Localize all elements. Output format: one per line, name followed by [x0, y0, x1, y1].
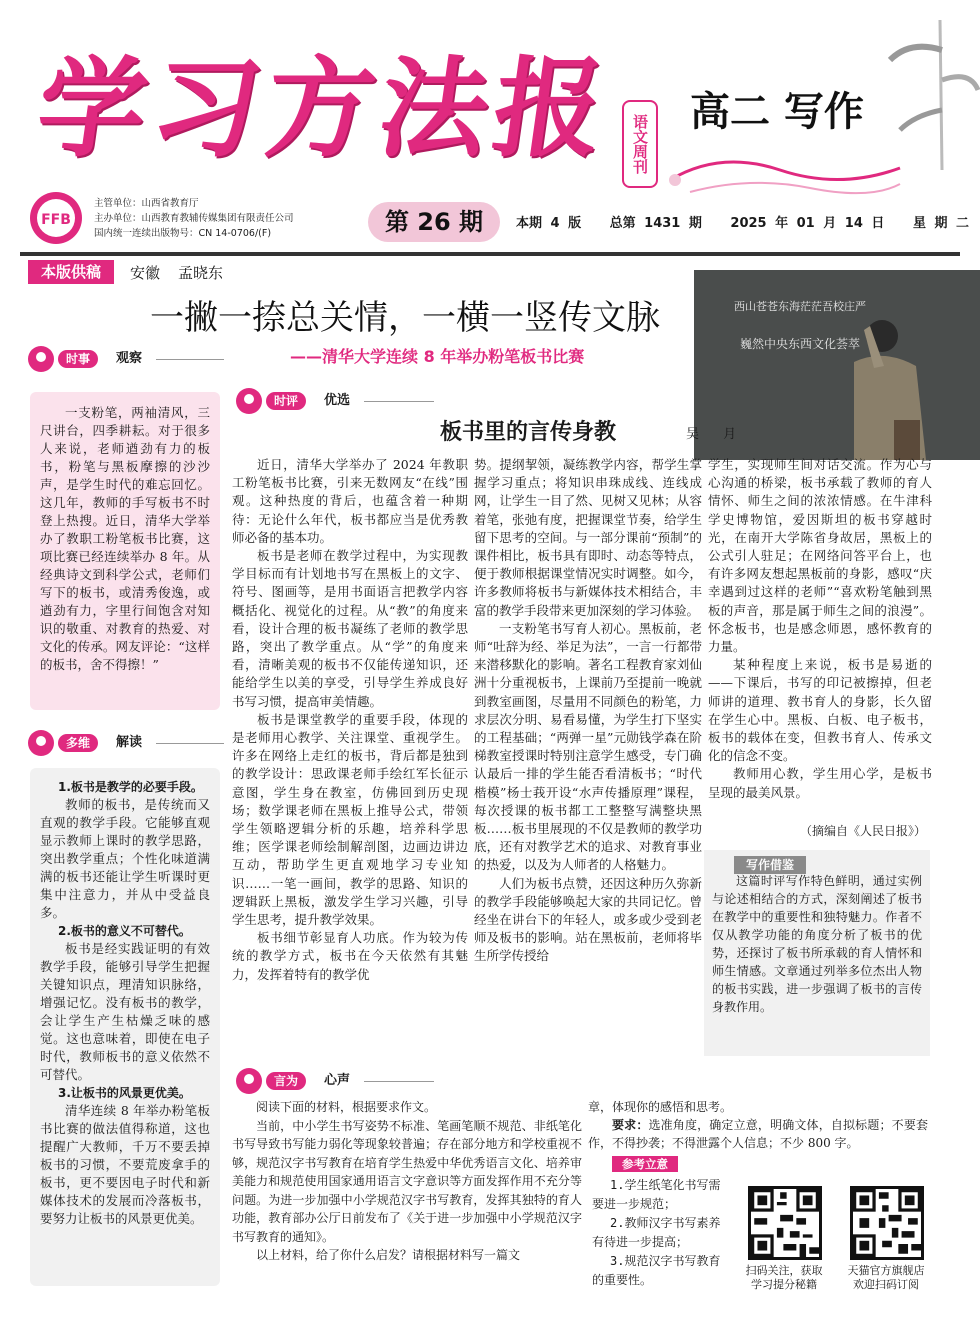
writing-prompt-right — [588, 1098, 928, 1152]
multi-reading-box — [30, 768, 220, 1286]
edition-label: 高二 写作 — [690, 89, 864, 135]
contributor-tag: 本版供稿 — [28, 260, 114, 284]
publisher-info — [94, 196, 294, 241]
writing-tip-tag: 写作借鉴 — [734, 856, 806, 874]
publisher-line-3: 国内统一连续出版物号：CN 14-0706/(F) — [94, 228, 272, 239]
section-rule — [364, 1081, 434, 1082]
article-column-2 — [474, 456, 702, 1068]
prompt-continuation: 章，体现你的感悟和思考。 — [588, 1100, 733, 1114]
paragraph: 板书是老师在教学过程中，为实现教学目标而有计划地书写在黑板上的文字、符号、图画等，是用书面语言把教学内容概括化、视觉化的过程。从“教”的角度来看，设计合理的板书凝练了老师的教学思路，突出了教学重点。从“学”的角度来看，清晰美观的板书不仅能传递知识，还能给学生以美的享受，引导学生养成良好书写习惯，提高审美情趣。 — [232, 548, 468, 709]
main-subheadline: ——清华大学连续 8 年举办粉笔板书比赛 — [290, 347, 585, 366]
paragraph: 教师用心教，学生用心学，是板书呈现的最美风景。 — [708, 766, 932, 800]
issue-info — [516, 212, 980, 231]
paragraph: 板书细节彰显育人功底。作为较为传统的教学方式，板书在今天依然有其魅力，发挥着特有的教学优 — [232, 930, 468, 982]
article-title: 板书里的言传身教 — [440, 420, 617, 445]
scholar-icon — [28, 346, 54, 372]
issue-number-badge: 第 26 期 — [368, 202, 500, 242]
publisher-logo — [28, 190, 84, 246]
section-voice — [236, 1068, 436, 1094]
publisher-line-1: 主管单位：山西省教育厅 — [94, 198, 199, 209]
paragraph: 学生，实现师生间对话交流。作为心与心沟通的桥梁，板书承载了教师的育人情怀、师生之间的浓浓情感。在牛津科学史博物馆，爱因斯坦的板书穿越时光，在南开大学陈省身故居，黑板上的公式引人驻足；在网络问答平台上，也有许多网友想起黑板前的身影，感叹“庆幸遇到过这样的老师”“喜欢粉笔触到黑板的声音，那是属于师生之间的浪漫”。怀念板书，也是感念师恩，感怀教育的力量。 — [708, 457, 932, 655]
scholar-icon — [236, 1068, 262, 1094]
point-heading-1: 1.板书是教学的必要手段。 — [58, 780, 203, 794]
article-column-1 — [232, 456, 468, 1078]
writing-tip-box: 这篇时评写作特色鲜明，通过实例与论述相结合的方式，深刻阐述了板书在教学中的重要性和独特魅力。作者不仅从教学功能的角度分析了板书的优势，还探讨了板书所承载的育人情怀和师生情感。文章通过列举多位杰出人物的板书实践，进一步强调了板书的言传身教作用。 — [704, 850, 930, 1056]
article-author: 吴 月 — [686, 427, 747, 442]
main-headline: 一撇一捺总关情，一横一竖传文脉 — [150, 298, 660, 338]
issue-weekday: 星 期 二 — [912, 216, 969, 231]
qr-caption-store: 天猫官方旗舰店 欢迎扫码订阅 — [847, 1264, 925, 1291]
section-pill: 时评 — [266, 392, 306, 410]
board-text-1: 西山苍苍东海茫茫吾校庄严 — [734, 300, 866, 313]
issue-pages: 本期 4 版 — [516, 216, 582, 231]
reference-item: 3.规范汉字书写教育的重要性。 — [592, 1254, 721, 1287]
section-word: 观察 — [116, 351, 143, 366]
contributor-region: 安徽 — [130, 264, 161, 282]
reference-item: 2.教师汉字书写素养有待进一步提高； — [592, 1216, 721, 1249]
section-word: 优选 — [324, 393, 351, 408]
scholar-icon — [236, 388, 262, 414]
requirement-text: 选准角度，确定立意，明确文体，自拟标题；不要套作，不得抄袭；不得泄露个人信息；不少 800 字。 — [588, 1118, 928, 1150]
paragraph: 人们为板书点赞，还因这种历久弥新的教学手段能够唤起大家的共同记忆。曾经坐在讲台下的年轻人，或多或少受到老师及板书的影响。站在黑板前，老师将毕生所学传授给 — [474, 875, 702, 964]
paragraph: 板书是课堂教学的重要手段，体现的是老师用心教学、关注课堂、重视学生。许多在网络上走红的板书，背后都是独到的教学设计：思政课老师手绘红军长征示意图，学生身在教室，仿佛回到历史现场；数学课老师在黑板上推导公式，带领学生领略逻辑分析的乐趣，培养科学思维；医学课老师绘制解剖图，边画边讲边互动，帮助学生更直观地学习专业知识……一笔一画间，教学的思路、知识的逻辑跃上黑板，激发学生学习兴趣，引导学生思考，提升教学效果。 — [232, 711, 468, 928]
requirement-label: 要求： — [612, 1118, 649, 1132]
section-commentary — [236, 388, 436, 414]
point-heading-3: 3.让板书的风景更优美。 — [58, 1086, 191, 1100]
board-text-2: 巍然中央东西文化荟萃 — [740, 337, 861, 351]
section-word: 心声 — [324, 1073, 351, 1088]
section-rule — [156, 359, 224, 360]
reference-item: 1.学生纸笔化书写需要进一步规范； — [592, 1178, 721, 1211]
section-pill: 多维 — [58, 734, 98, 752]
issue-total: 总第 1431 期 — [609, 216, 702, 231]
prompt-material: 当前，中小学生书写姿势不标准、笔画笔顺不规范、非纸笔化书写导致书写能力弱化等现象较普遍；存在部分地方和学校重视不够，规范汉字书写教育在培育学生热爱中华优秀语言文化、培养审美能力和规范使用国家通用语言文字意识等方面发挥作用不充分等问题。为进一步加强中小学规范汉字书写教育，发挥其独特的育人功能，教育部办公厅日前发布了《关于进一步加强中小学规范汉字书写教育的通知》。 — [232, 1118, 582, 1244]
qr-code-store[interactable] — [850, 1186, 924, 1260]
header-divider — [20, 252, 960, 256]
point-heading-2: 2.板书的意义不可替代。 — [58, 924, 191, 938]
masthead-title: 学习方法报 — [29, 47, 617, 172]
qr-code-follow[interactable] — [748, 1186, 822, 1260]
logo-text: FFB — [41, 212, 71, 228]
section-pill: 时事 — [58, 350, 98, 368]
section-rule — [364, 401, 434, 402]
article-source: （摘编自《人民日报》） — [800, 824, 927, 838]
scroll-decoration — [660, 140, 910, 200]
point-body-1: 教师的板书，是传统而又直观的教学手段。它能够直观显示教师上课时的教学思路，突出教学重点；个性化味道满满的板书还能让学生听课时更集中注意力，并从中受益良多。 — [40, 797, 210, 920]
news-observation-box: 一支粉笔，两袖清风，三尺讲台，四季耕耘。对于很多人来说，老师遒劲有力的板书，粉笔与黑板摩擦的沙沙声，是学生时代的难忘回忆。这几年，教师的手写板书不时登上热搜。近日，清华大学举办了教职工粉笔板书比赛，这项比赛已经连续举办 8 年。从经典诗文到科学公式，老师们写下的板书，或清秀俊逸，或遒劲有力，字里行间饱含对知识的敬重、对教育的热爱、对文化的传承。网友评论：“这样的板书，舍不得擦！” — [30, 392, 220, 710]
issue-date: 2025 年 01 月 14 日 — [730, 216, 885, 231]
section-word: 解读 — [116, 735, 143, 750]
publisher-line-2: 主办单位：山西教育教辅传媒集团有限责任公司 — [94, 213, 294, 224]
section-rule — [156, 743, 224, 744]
qr-caption-follow: 扫码关注，获取 学习提分秘籍 — [745, 1264, 823, 1291]
section-pill: 言为 — [266, 1072, 306, 1090]
writing-prompt — [232, 1098, 582, 1288]
section-news-observation — [28, 346, 224, 372]
prompt-paragraph: 阅读下面的材料，根据要求作文。 — [256, 1100, 437, 1114]
bamboo-decoration — [880, 20, 980, 170]
paragraph: 某种程度上来说，板书是易逝的——下课后，书写的印记被擦掉，但老师讲的道理、教书育人的身影，长久留在学生心中。黑板、白板、电子板书，板书的载体在变，但教书育人、传承文化的信念不变。 — [708, 657, 932, 764]
contributor-name: 孟晓东 — [178, 264, 224, 282]
paragraph: 势。提纲挈领，凝练教学内容，帮学生掌握学习重点；将知识串珠成线、连线成网，让学生一目了然、见树又见林；从容着笔，张弛有度，把握课堂节奏，给学生留下思考的空间。与一部分课前“预制”的课件相比，板书具有即时、动态等特点，便于教师根据课堂情况实时调整。如今，许多教师将板书与新媒体技术相结合，丰富的教学手段带来更加深刻的学习体验。 — [474, 457, 702, 618]
paragraph: 近日，清华大学举办了 2024 年教职工粉笔板书比赛，引来无数网友“在线”围观。这种热度的背后，也蕴含着一种期待：无论什么年代，板书都应当是优秀教师必备的基本功。 — [232, 457, 468, 545]
scholar-icon — [28, 730, 54, 756]
paragraph: 一支粉笔书写育人初心。黑板前，老师“吐辞为经、举足为法”，一言一行都带来潜移默化的影响。著名工程教育家刘仙洲十分重视板书，上课前乃至提前一晚就到教室画图，尽量用不同颜色的粉笔，力求层次分明、易看易懂，为学生打下坚实的工程基础；“两弹一星”元勋钱学森在阶梯教室授课时特别注意学生感受，专门确认最后一排的学生能否看清板书；“时代楷模”杨士莪开设“水声传播原理”课程，每次授课的板书都工工整整写满整块黑板……板书里展现的不仅是教师的教学功底，还有对教学艺术的追求、对教育事业的热爱，以及为人师者的人格魅力。 — [474, 620, 702, 873]
point-body-3: 清华连续 8 年举办粉笔板书比赛的做法值得称道，这也提醒广大教师，千万不要丢掉板书的习惯，不要荒废拿手的板书，更不要因电子时代和新媒体技术的发展而冷落板书，要努力让板书的风景更优美。 — [40, 1103, 210, 1226]
prompt-paragraph: 以上材料，给了你什么启发？请根据材料写一篇文 — [256, 1248, 521, 1262]
point-body-2: 板书是经实践证明的有效教学手段，能够引导学生把握关键知识点，理清知识脉络，增强记忆。没有板书的教学，会让学生产生枯燥乏味的感觉。这也意味着，即使在电子时代，教师板书的意义依然不可替代。 — [40, 941, 210, 1082]
article-column-3 — [708, 456, 932, 832]
reference-list — [592, 1176, 728, 1290]
section-multi-reading — [28, 730, 224, 756]
reference-tag: 参考立意 — [612, 1156, 678, 1172]
masthead-subtitle: 语文周刊 — [622, 100, 658, 188]
